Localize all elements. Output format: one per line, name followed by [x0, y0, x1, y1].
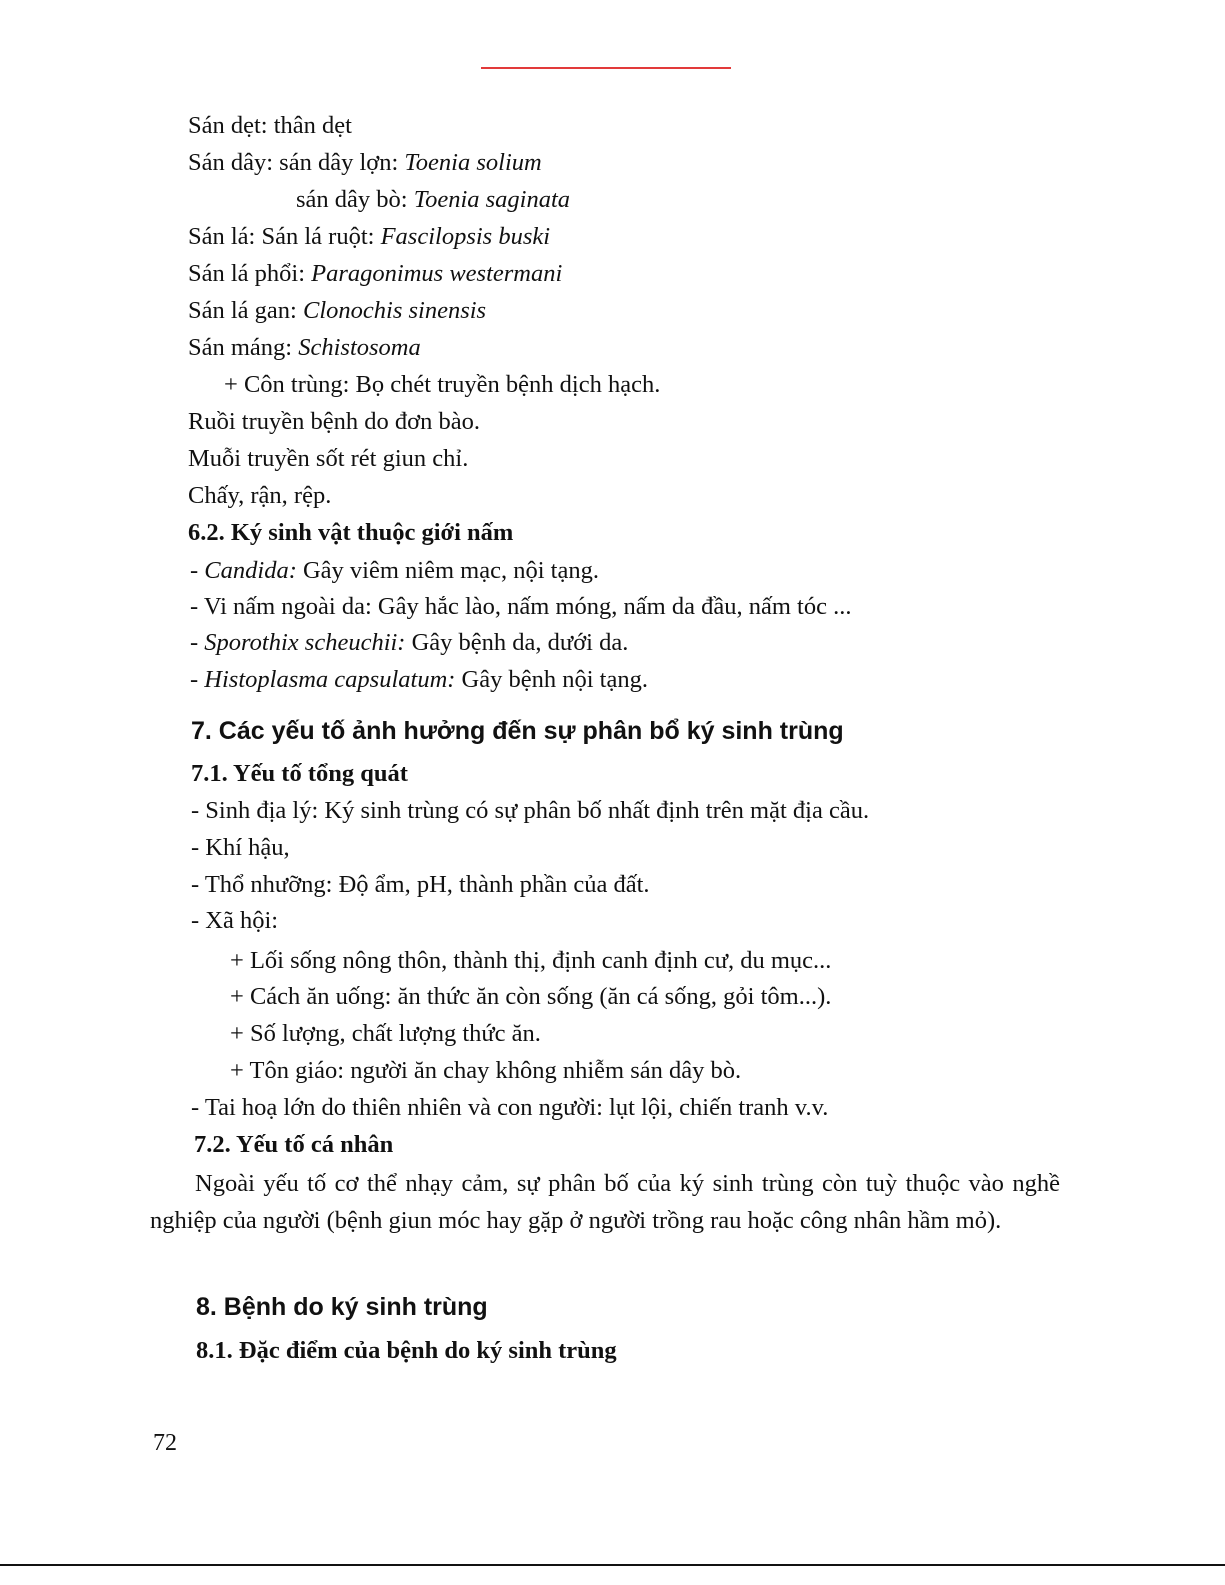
text-line: - Khí hậu, [191, 834, 290, 861]
scientific-name: Fascilopsis buski [380, 223, 551, 250]
text-line [188, 296, 486, 326]
scientific-name: Candida: [204, 557, 297, 584]
line-text: Sán lá phổi: [188, 260, 312, 287]
scientific-name: Sporothix scheuchii: [204, 629, 406, 656]
text-line: - Sinh địa lý: Ký sinh trùng có sự phân bố nhất định trên mặt địa cầu. [191, 797, 870, 824]
bottom-rule [0, 1564, 1225, 1566]
line-text: Sán dây: sán dây lợn: [188, 149, 405, 176]
text-line: - Xã hội: [191, 907, 279, 934]
scientific-name: Schistosoma [298, 334, 421, 361]
scientific-name: Clonochis sinensis [303, 297, 487, 324]
scientific-name: Toenia saginata [413, 186, 571, 213]
text-line [188, 259, 562, 289]
dash: - [190, 666, 205, 693]
section-heading-6-2: 6.2. Ký sinh vật thuộc giới nấm [188, 519, 514, 546]
text-line [188, 111, 352, 141]
text-line [190, 556, 599, 586]
line-text: Sán máng: [188, 334, 299, 361]
section-heading-7: 7. Các yếu tố ảnh hưởng đến sự phân bổ ký sinh trùng [191, 717, 844, 745]
header-rule [481, 67, 731, 69]
dash: - [190, 629, 205, 656]
text-line: + Côn trùng: Bọ chét truyền bệnh dịch hạch. [224, 371, 661, 398]
page-number: 72 [153, 1430, 177, 1456]
paragraph: Ngoài yếu tố cơ thể nhạy cảm, sự phân bố của ký sinh trùng còn tuỳ thuộc vào nghề nghiệp của người (bệnh giun móc hay gặp ở người trồng rau hoặc công nhân hầm mỏ). [150, 1170, 1060, 1234]
text-line [188, 148, 542, 178]
text-line [190, 628, 628, 658]
text-line: - Vi nấm ngoài da: Gây hắc lào, nấm móng, nấm da đầu, nấm tóc ... [190, 593, 852, 620]
text-line: + Số lượng, chất lượng thức ăn. [230, 1020, 541, 1047]
line-text: Gây bệnh da, dưới da. [405, 629, 629, 656]
text-line: - Tai hoạ lớn do thiên nhiên và con người: lụt lội, chiến tranh v.v. [191, 1094, 829, 1121]
line-text: Sán lá: Sán lá ruột: [188, 223, 381, 250]
section-heading-7-2: 7.2. Yếu tố cá nhân [194, 1131, 394, 1158]
scientific-name: Histoplasma capsulatum: [204, 666, 456, 693]
line-text: sán dây bò: [296, 186, 414, 213]
text-line [190, 665, 648, 695]
section-heading-8-1: 8.1. Đặc điểm của bệnh do ký sinh trùng [196, 1337, 617, 1364]
scientific-name: Toenia solium [404, 149, 542, 176]
text-line: + Tôn giáo: người ăn chay không nhiễm sán dây bò. [230, 1057, 742, 1084]
text-line [188, 222, 550, 252]
text-line: + Lối sống nông thôn, thành thị, định canh định cư, du mục... [230, 947, 832, 974]
line-text: Gây bệnh nội tạng. [455, 666, 648, 693]
line-text: Sán lá gan: [188, 297, 303, 324]
text-line: - Thổ nhưỡng: Độ ẩm, pH, thành phần của đất. [191, 871, 650, 898]
section-heading-7-1: 7.1. Yếu tố tổng quát [191, 760, 408, 787]
line-text: Gây viêm niêm mạc, nội tạng. [296, 557, 599, 584]
text-line [188, 333, 421, 363]
section-heading-8: 8. Bệnh do ký sinh trùng [196, 1293, 488, 1321]
text-line: Ruồi truyền bệnh do đơn bào. [188, 408, 480, 435]
text-line: Chấy, rận, rệp. [188, 482, 332, 509]
scientific-name: Paragonimus westermani [311, 260, 563, 287]
text-line [296, 185, 570, 215]
line-text: Sán dẹt: thân dẹt [188, 112, 352, 139]
text-line: + Cách ăn uống: ăn thức ăn còn sống (ăn cá sống, gỏi tôm...). [230, 983, 832, 1010]
dash: - [190, 557, 205, 584]
text-line: Muỗi truyền sốt rét giun chỉ. [188, 445, 469, 472]
